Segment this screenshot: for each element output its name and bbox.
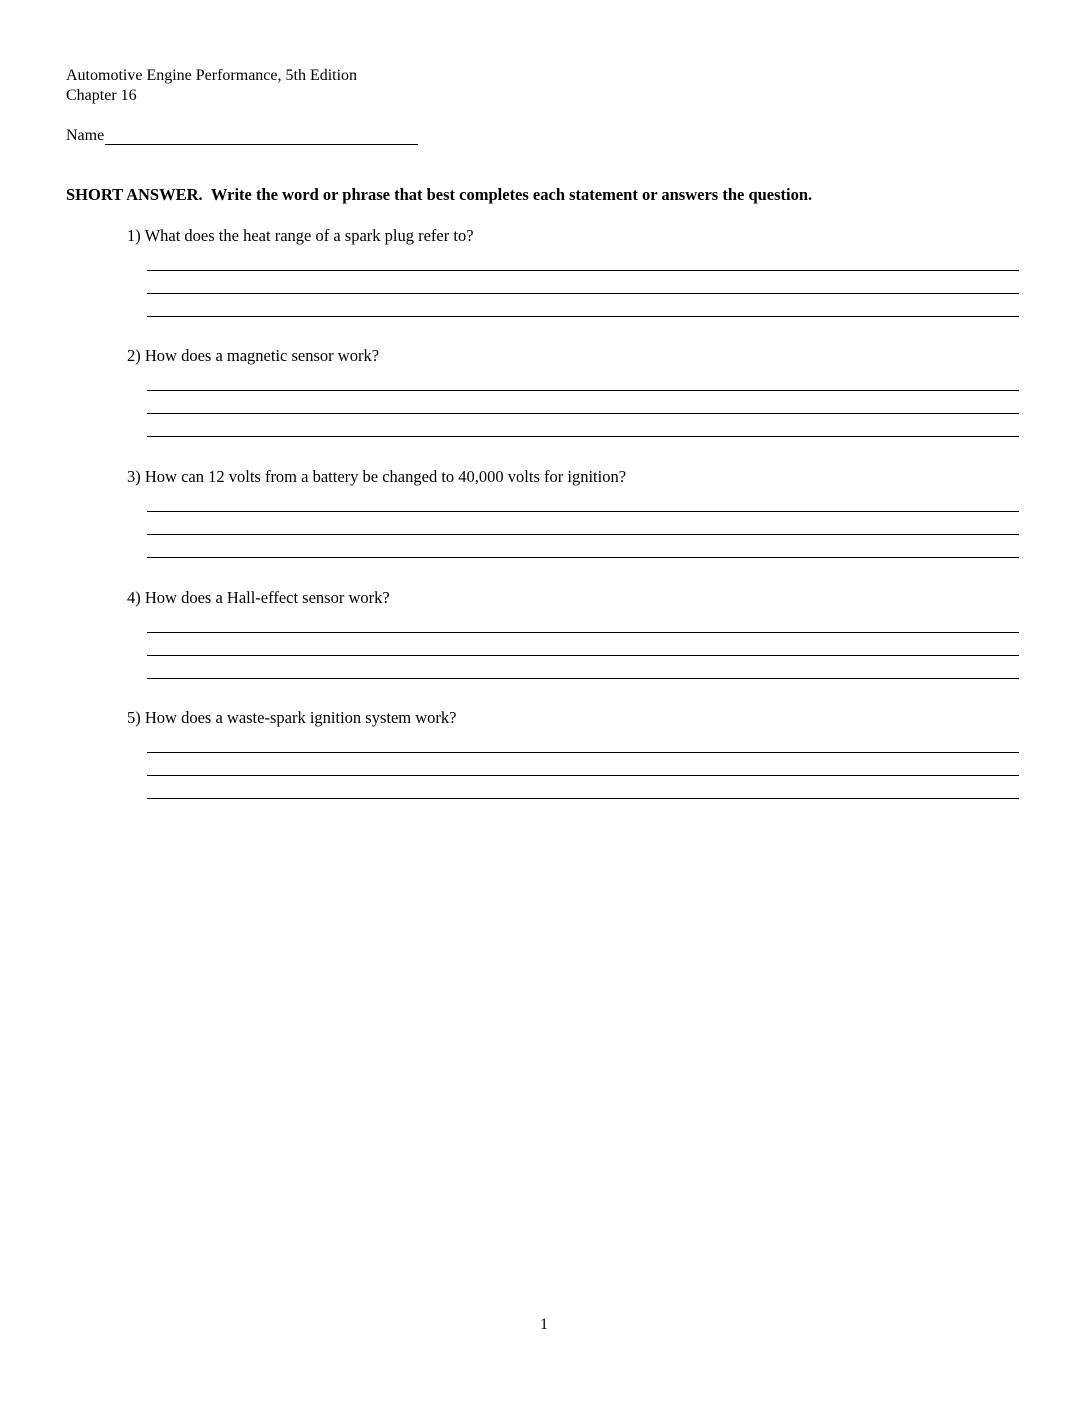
question-prompt: How can 12 volts from a battery be changed to 40,000 volts for ignition? bbox=[144, 467, 627, 486]
question-text bbox=[127, 467, 1019, 487]
answer-line[interactable] bbox=[147, 632, 1019, 633]
answer-line[interactable] bbox=[147, 413, 1019, 414]
answer-line[interactable] bbox=[147, 557, 1019, 558]
answer-line[interactable] bbox=[147, 511, 1019, 512]
name-field-row bbox=[66, 125, 418, 145]
instructions-text: Write the word or phrase that best completes each statement or answers the question. bbox=[210, 185, 813, 204]
name-blank-line[interactable] bbox=[105, 126, 418, 145]
document-title: Automotive Engine Performance, 5th Edition bbox=[66, 67, 358, 84]
question-2 bbox=[127, 346, 1019, 366]
instructions-lead: SHORT ANSWER. bbox=[66, 185, 203, 204]
answer-line[interactable] bbox=[147, 316, 1019, 317]
answer-line[interactable] bbox=[147, 270, 1019, 271]
question-text bbox=[127, 588, 1019, 608]
question-prompt: How does a waste-spark ignition system work? bbox=[144, 708, 457, 727]
question-number: 5) bbox=[127, 708, 141, 727]
answer-line[interactable] bbox=[147, 534, 1019, 535]
answer-line[interactable] bbox=[147, 293, 1019, 294]
instructions bbox=[66, 185, 812, 205]
question-prompt: How does a Hall-effect sensor work? bbox=[144, 588, 390, 607]
answer-line[interactable] bbox=[147, 436, 1019, 437]
question-4 bbox=[127, 588, 1019, 608]
question-number: 1) bbox=[127, 226, 141, 245]
question-5 bbox=[127, 708, 1019, 728]
question-3 bbox=[127, 467, 1019, 487]
name-label: Name bbox=[66, 127, 105, 144]
answer-line[interactable] bbox=[147, 775, 1019, 776]
page-number: 1 bbox=[540, 1316, 548, 1333]
answer-line[interactable] bbox=[147, 390, 1019, 391]
answer-line[interactable] bbox=[147, 678, 1019, 679]
question-prompt: What does the heat range of a spark plug refer to? bbox=[144, 226, 474, 245]
question-text bbox=[127, 226, 1019, 246]
chapter-label: Chapter 16 bbox=[66, 87, 137, 104]
question-prompt: How does a magnetic sensor work? bbox=[144, 346, 380, 365]
question-number: 2) bbox=[127, 346, 141, 365]
answer-line[interactable] bbox=[147, 752, 1019, 753]
question-text bbox=[127, 346, 1019, 366]
answer-line[interactable] bbox=[147, 798, 1019, 799]
question-text bbox=[127, 708, 1019, 728]
question-number: 4) bbox=[127, 588, 141, 607]
question-number: 3) bbox=[127, 467, 141, 486]
question-1 bbox=[127, 226, 1019, 246]
answer-line[interactable] bbox=[147, 655, 1019, 656]
